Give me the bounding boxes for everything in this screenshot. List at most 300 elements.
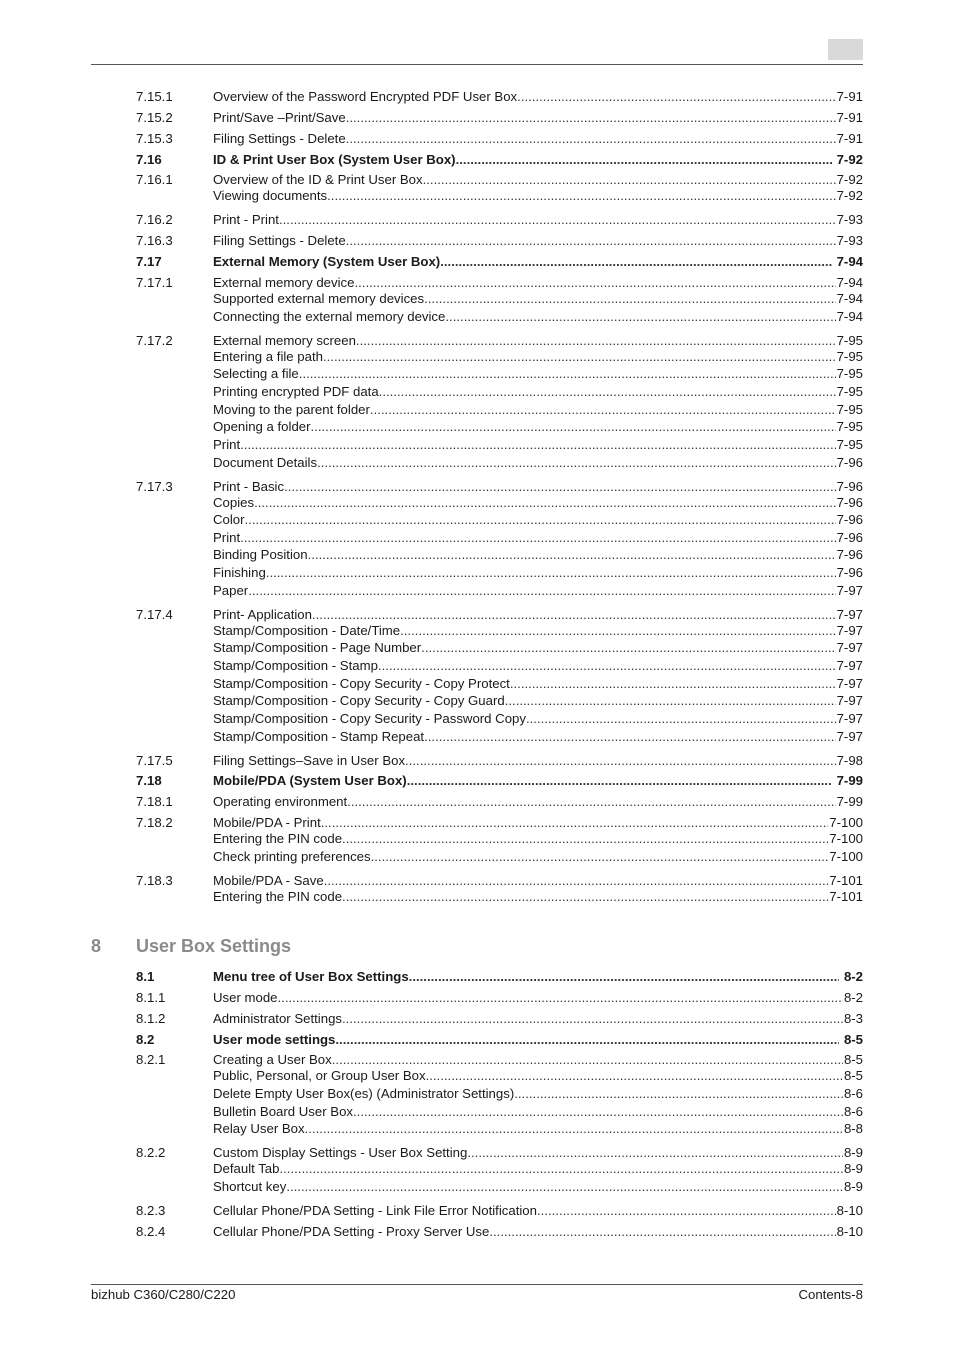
toc-entry-page: 7-97 [836,676,863,691]
toc-entry[interactable] [136,1010,863,1027]
toc-entry-title: Filing Settings - Delete [213,131,346,146]
toc-entry-title: Overview of the ID & Print User Box [213,172,423,187]
toc-entry-title: Print [213,437,241,452]
toc-entry-number: 8.2.4 [136,1224,166,1239]
toc-entry-page: 7-92 [836,172,863,187]
toc-entry[interactable] [136,1144,863,1161]
toc-dot-leader [278,989,843,1006]
toc-entry-title: Stamp/Composition - Page Number [213,640,422,655]
toc-entry[interactable] [136,728,863,745]
toc-dot-leader [510,675,836,692]
toc-entry-title: Moving to the parent folder [213,402,370,417]
toc-entry-page: 7-94 [836,309,863,324]
toc-dot-leader [445,308,835,325]
toc-dot-leader [342,830,828,847]
toc-dot-leader [346,130,836,147]
toc-entry-line [213,1120,863,1137]
toc-dot-leader [284,478,836,495]
toc-entry-page: 7-95 [836,419,863,434]
toc-dot-leader [354,274,835,291]
header-tab-marker [828,39,863,60]
toc-dot-leader [353,1103,843,1120]
toc-entry-line [213,1010,863,1027]
toc-entry-line [213,529,863,546]
toc-dot-leader [308,546,836,563]
toc-dot-leader [240,529,835,546]
toc-entry-line [213,88,863,105]
toc-entry-number: 7.18 [136,773,162,788]
toc-dot-leader [370,401,836,418]
toc-entry-line [213,436,863,453]
toc-entry-number: 7.17.2 [136,333,173,348]
toc-entry-page: 7-96 [836,455,863,470]
toc-dot-leader [323,348,836,365]
toc-entry[interactable] [136,830,863,847]
toc-entry[interactable] [136,308,863,325]
toc-entry[interactable] [136,383,863,400]
toc-entry[interactable] [136,989,863,1006]
toc-entry[interactable] [136,232,863,249]
toc-entry[interactable] [136,710,863,727]
toc-entry-page: 7-91 [836,89,863,104]
toc-entry-line [213,274,863,291]
toc-entry[interactable] [136,478,863,495]
toc-entry-line [213,401,863,418]
toc-entry-line [213,494,863,511]
toc-entry-page: 7-100 [829,849,863,864]
toc-entry-page: 7-91 [836,110,863,125]
toc-entry-line [213,657,863,674]
toc-entry-line [213,308,863,325]
toc-dot-leader [409,968,839,985]
toc-dot-leader [423,171,836,188]
toc-entry-line [213,564,863,581]
toc-entry-title: Default Tab [213,1161,280,1176]
toc-entry-title: External memory device [213,275,355,290]
toc-dot-leader [400,622,835,639]
toc-entry-page: 7-92 [836,188,863,203]
toc-dot-leader [342,1010,843,1027]
toc-entry-page: 8-5 [843,1052,863,1067]
toc-entry-line [213,232,863,249]
toc-entry-page: 7-97 [836,607,863,622]
toc-dot-leader [526,710,836,727]
toc-entry[interactable] [136,582,863,599]
toc-entry[interactable] [136,1051,863,1068]
toc-entry-title: Check printing preferences [213,849,371,864]
toc-entry-line [213,130,863,147]
toc-entry-title: Bulletin Board User Box [213,1104,354,1119]
toc-entry-number: 7.18.2 [136,815,173,830]
toc-entry-page: 7-98 [836,753,863,768]
toc-entry[interactable] [136,1178,863,1195]
toc-entry-line [213,253,863,270]
toc-entry-line [213,365,863,382]
toc-entry-line [213,989,863,1006]
toc-entry-title: Stamp/Composition - Date/Time [213,623,401,638]
toc-entry-page: 7-96 [836,565,863,580]
toc-dot-leader [424,728,835,745]
toc-entry-number: 7.17.1 [136,275,173,290]
toc-entry-page: 8-10 [836,1224,863,1239]
toc-entry[interactable] [136,511,863,528]
toc-entry-number: 7.15.3 [136,131,173,146]
toc-entry-title: Custom Display Settings - User Box Setting [213,1145,468,1160]
toc-entry-line [213,1103,863,1120]
toc-entry[interactable] [136,752,863,769]
toc-entry-page: 7-97 [836,693,863,708]
toc-dot-leader [517,88,835,105]
toc-entry-line [213,888,863,905]
toc-entry-title: External memory screen [213,333,356,348]
toc-entry-title: Creating a User Box [213,1052,332,1067]
toc-entry[interactable] [136,348,863,365]
toc-dot-leader [346,232,836,249]
toc-entry-page: 7-100 [829,815,863,830]
toc-entry-number: 7.16.3 [136,233,173,248]
toc-entry-line [213,872,863,889]
toc-entry-line [213,728,863,745]
toc-entry-number: 7.16 [136,152,162,167]
toc-entry[interactable] [136,564,863,581]
toc-entry-line [213,582,863,599]
header-rule [91,64,863,65]
toc-entry-line [213,1223,863,1240]
toc-entry[interactable] [136,401,863,418]
toc-entry-page: 8-2 [843,990,863,1005]
toc-dot-leader [421,639,835,656]
toc-dot-leader [379,383,836,400]
toc-entry-line [213,332,863,349]
toc-entry-line [213,418,863,435]
toc-dot-leader [378,657,836,674]
toc-dot-leader [299,365,836,382]
footer-product: bizhub C360/C280/C220 [91,1287,236,1302]
toc-entry-number: 7.17.4 [136,607,173,622]
toc-entry-page: 7-92 [836,152,863,167]
toc-entry[interactable] [136,187,863,204]
toc-entry-line [213,546,863,563]
toc-dot-leader [286,1178,843,1195]
toc-entry-line [213,290,863,307]
toc-entry[interactable] [136,1223,863,1240]
toc-entry-title: Stamp/Composition - Copy Security - Copy Guard [213,693,505,708]
toc-dot-leader [424,290,835,307]
toc-entry[interactable] [136,454,863,471]
toc-dot-leader [324,872,829,889]
toc-entry-page: 8-8 [843,1121,863,1136]
toc-entry-title: Shortcut key [213,1179,287,1194]
toc-entry-page: 7-91 [836,131,863,146]
toc-entry[interactable] [136,418,863,435]
toc-entry-line [213,109,863,126]
toc-entry[interactable] [136,793,863,810]
toc-entry-line [213,639,863,656]
toc-entry[interactable] [136,88,863,105]
chapter-number: 8 [91,936,102,956]
toc-entry[interactable] [136,290,863,307]
toc-entry-number: 8.2.1 [136,1052,166,1067]
toc-dot-leader [371,848,829,865]
chapter-title: User Box Settings [136,936,292,956]
toc-entry-line [213,454,863,471]
toc-dot-leader [305,1120,843,1137]
toc-entry-title: Relay User Box [213,1121,305,1136]
toc-entry[interactable] [136,872,863,889]
toc-entry-title: Entering the PIN code [213,889,343,904]
toc-entry-page: 7-95 [836,333,863,348]
toc-entry[interactable] [136,657,863,674]
toc-entry-line [213,348,863,365]
toc-entry-line [213,968,863,985]
toc-entry-page: 7-95 [836,349,863,364]
toc-entry-line [213,830,863,847]
toc-entry-title: Mobile/PDA - Print [213,815,321,830]
toc-entry[interactable] [136,436,863,453]
toc-dot-leader [505,692,836,709]
toc-entry-title: Finishing [213,565,266,580]
toc-entry[interactable] [136,1202,863,1219]
toc-entry-number: 7.16.2 [136,212,173,227]
toc-entry-title: Opening a folder [213,419,311,434]
toc-dot-leader [407,772,832,789]
toc-dot-leader [240,436,835,453]
toc-dot-leader [489,1223,835,1240]
toc-entry-page: 7-96 [836,512,863,527]
toc-entry-title: Paper [213,583,249,598]
toc-entry[interactable] [136,274,863,291]
toc-entry-number: 8.1.1 [136,990,166,1005]
toc-entry-title: Entering the PIN code [213,831,343,846]
toc-entry-line [213,752,863,769]
footer-page-label: Contents-8 [798,1287,863,1302]
toc-entry-page: 7-95 [836,384,863,399]
toc-entry[interactable] [136,546,863,563]
toc-entry-page: 7-96 [836,530,863,545]
toc-entry-line [213,1202,863,1219]
toc-entry-line [213,1085,863,1102]
toc-entry-title: Viewing documents [213,188,328,203]
toc-entry-title: Entering a file path [213,349,323,364]
toc-entry-title: Binding Position [213,547,308,562]
toc-entry-title: Filing Settings–Save in User Box [213,753,406,768]
toc-entry-number: 7.16.1 [136,172,173,187]
footer-rule [91,1284,863,1285]
toc-entry-title: Supported external memory devices [213,291,425,306]
toc-entry[interactable] [136,692,863,709]
toc-entry-line [213,1031,863,1048]
toc-entry-page: 8-3 [843,1011,863,1026]
toc-entry[interactable] [136,529,863,546]
toc-entry-title: Mobile/PDA - Save [213,873,324,888]
toc-entry-title: Filing Settings - Delete [213,233,346,248]
toc-entry[interactable] [136,639,863,656]
toc-entry-line [213,1144,863,1161]
toc-entry-title: Stamp/Composition - Stamp Repeat [213,729,425,744]
toc-entry-line [213,848,863,865]
toc-entry[interactable] [136,253,863,270]
toc-entry-page: 7-93 [836,212,863,227]
toc-entry-page: 7-97 [836,658,863,673]
toc-entry-number: 7.17.3 [136,479,173,494]
toc-entry-line [213,622,863,639]
toc-dot-leader [312,606,836,623]
toc-entry-page: 8-6 [843,1086,863,1101]
toc-entry-page: 7-100 [829,831,863,846]
toc-entry[interactable] [136,130,863,147]
toc-entry-page: 7-94 [836,275,863,290]
toc-entry-title: External Memory (System User Box) [213,254,441,269]
toc-entry[interactable] [136,109,863,126]
toc-entry-page: 7-101 [829,889,863,904]
toc-entry[interactable] [136,1085,863,1102]
toc-dot-leader [254,494,836,511]
toc-entry-title: User mode [213,990,278,1005]
toc-entry[interactable] [136,171,863,188]
toc-entry-title: Color [213,512,245,527]
toc-entry-line [213,187,863,204]
toc-entry[interactable] [136,332,863,349]
toc-entry-number: 8.1.2 [136,1011,166,1026]
toc-entry-page: 7-99 [836,773,863,788]
toc-entry-page: 8-9 [843,1161,863,1176]
toc-entry[interactable] [136,888,863,905]
toc-entry-line [213,793,863,810]
toc-entry-title: Mobile/PDA (System User Box) [213,773,407,788]
toc-entry-page: 7-95 [836,437,863,452]
toc-entry-line [213,383,863,400]
toc-entry[interactable] [136,365,863,382]
toc-entry-title: Stamp/Composition - Copy Security - Password Copy [213,711,526,726]
toc-entry-title: Delete Empty User Box(es) (Administrator Settings) [213,1086,515,1101]
toc-entry-title: Print- Application [213,607,312,622]
toc-entry-title: Cellular Phone/PDA Setting - Proxy Server Use [213,1224,490,1239]
toc-entry-title: Menu tree of User Box Settings [213,969,409,984]
toc-entry-title: User mode settings [213,1032,336,1047]
toc-entry[interactable] [136,151,863,168]
toc-entry-title: Public, Personal, or Group User Box [213,1068,426,1083]
toc-entry-page: 7-95 [836,366,863,381]
toc-entry[interactable] [136,1067,863,1084]
toc-dot-leader [342,888,828,905]
toc-entry-number: 7.18.3 [136,873,173,888]
toc-entry-title: Stamp/Composition - Copy Security - Copy Protect [213,676,510,691]
toc-dot-leader [335,1031,839,1048]
toc-entry-page: 7-97 [836,623,863,638]
toc-dot-leader [405,752,836,769]
toc-dot-leader [248,582,835,599]
toc-dot-leader [279,211,836,228]
toc-dot-leader [279,1160,842,1177]
toc-entry-number: 7.17 [136,254,162,269]
toc-entry-title: Document Details [213,455,318,470]
toc-entry-page: 8-10 [836,1203,863,1218]
toc-entry-title: Overview of the Password Encrypted PDF User Box [213,89,518,104]
toc-entry-number: 7.15.1 [136,89,173,104]
toc-entry-line [213,1160,863,1177]
toc-dot-leader [514,1085,843,1102]
toc-entry[interactable] [136,968,863,985]
toc-entry-line [213,511,863,528]
toc-entry-line [213,675,863,692]
toc-entry-page: 8-2 [843,969,863,984]
toc-entry-page: 8-6 [843,1104,863,1119]
toc-entry-page: 7-97 [836,583,863,598]
toc-entry-line [213,1051,863,1068]
toc-dot-leader [332,1051,843,1068]
toc-entry-line [213,606,863,623]
toc-dot-leader [266,564,836,581]
toc-entry-page: 8-5 [843,1032,863,1047]
toc-entry-page: 7-99 [836,794,863,809]
toc-entry[interactable] [136,211,863,228]
toc-entry-page: 7-93 [836,233,863,248]
toc-entry[interactable] [136,622,863,639]
toc-entry-page: 7-96 [836,479,863,494]
toc-entry-page: 7-97 [836,640,863,655]
toc-entry-page: 7-95 [836,402,863,417]
toc-entry[interactable] [136,494,863,511]
toc-entry-page: 7-96 [836,547,863,562]
toc-entry-number: 8.2 [136,1032,155,1047]
toc-entry-title: Print/Save –Print/Save [213,110,346,125]
toc-entry-title: ID & Print User Box (System User Box) [213,152,456,167]
toc-dot-leader [426,1067,843,1084]
toc-entry-title: Administrator Settings [213,1011,342,1026]
toc-entry-page: 8-9 [843,1179,863,1194]
toc-entry-line [213,151,863,168]
toc-entry-title: Print - Print [213,212,279,227]
toc-entry-number: 7.17.5 [136,753,173,768]
toc-entry-line [213,814,863,831]
toc-entry-title: Operating environment [213,794,348,809]
toc-dot-leader [317,454,836,471]
toc-entry[interactable] [136,1031,863,1048]
toc-entry-number: 7.15.2 [136,110,173,125]
toc-entry-title: Copies [213,495,255,510]
toc-entry[interactable] [136,1160,863,1177]
toc-dot-leader [327,187,835,204]
toc-entry[interactable] [136,1120,863,1137]
toc-entry[interactable] [136,772,863,789]
toc-dot-leader [440,253,831,270]
toc-entry[interactable] [136,814,863,831]
toc-entry-page: 7-101 [829,873,863,888]
toc-entry-line [213,478,863,495]
toc-dot-leader [346,109,836,126]
toc-entry[interactable] [136,1103,863,1120]
toc-dot-leader [321,814,829,831]
toc-entry-line [213,171,863,188]
toc-entry-page: 7-97 [836,711,863,726]
toc-entry[interactable] [136,606,863,623]
toc-entry[interactable] [136,675,863,692]
toc-entry-page: 7-94 [836,254,863,269]
toc-dot-leader [311,418,836,435]
toc-entry-line [213,211,863,228]
toc-entry-line [213,710,863,727]
toc-entry[interactable] [136,848,863,865]
toc-entry-line [213,1178,863,1195]
toc-entry-title: Connecting the external memory device [213,309,446,324]
toc-dot-leader [356,332,836,349]
chapter-heading [91,935,291,957]
toc-entry-page: 8-9 [843,1145,863,1160]
toc-entry-title: Print - Basic [213,479,285,494]
toc-dot-leader [467,1144,843,1161]
toc-entry-page: 7-96 [836,495,863,510]
toc-entry-number: 8.2.2 [136,1145,166,1160]
